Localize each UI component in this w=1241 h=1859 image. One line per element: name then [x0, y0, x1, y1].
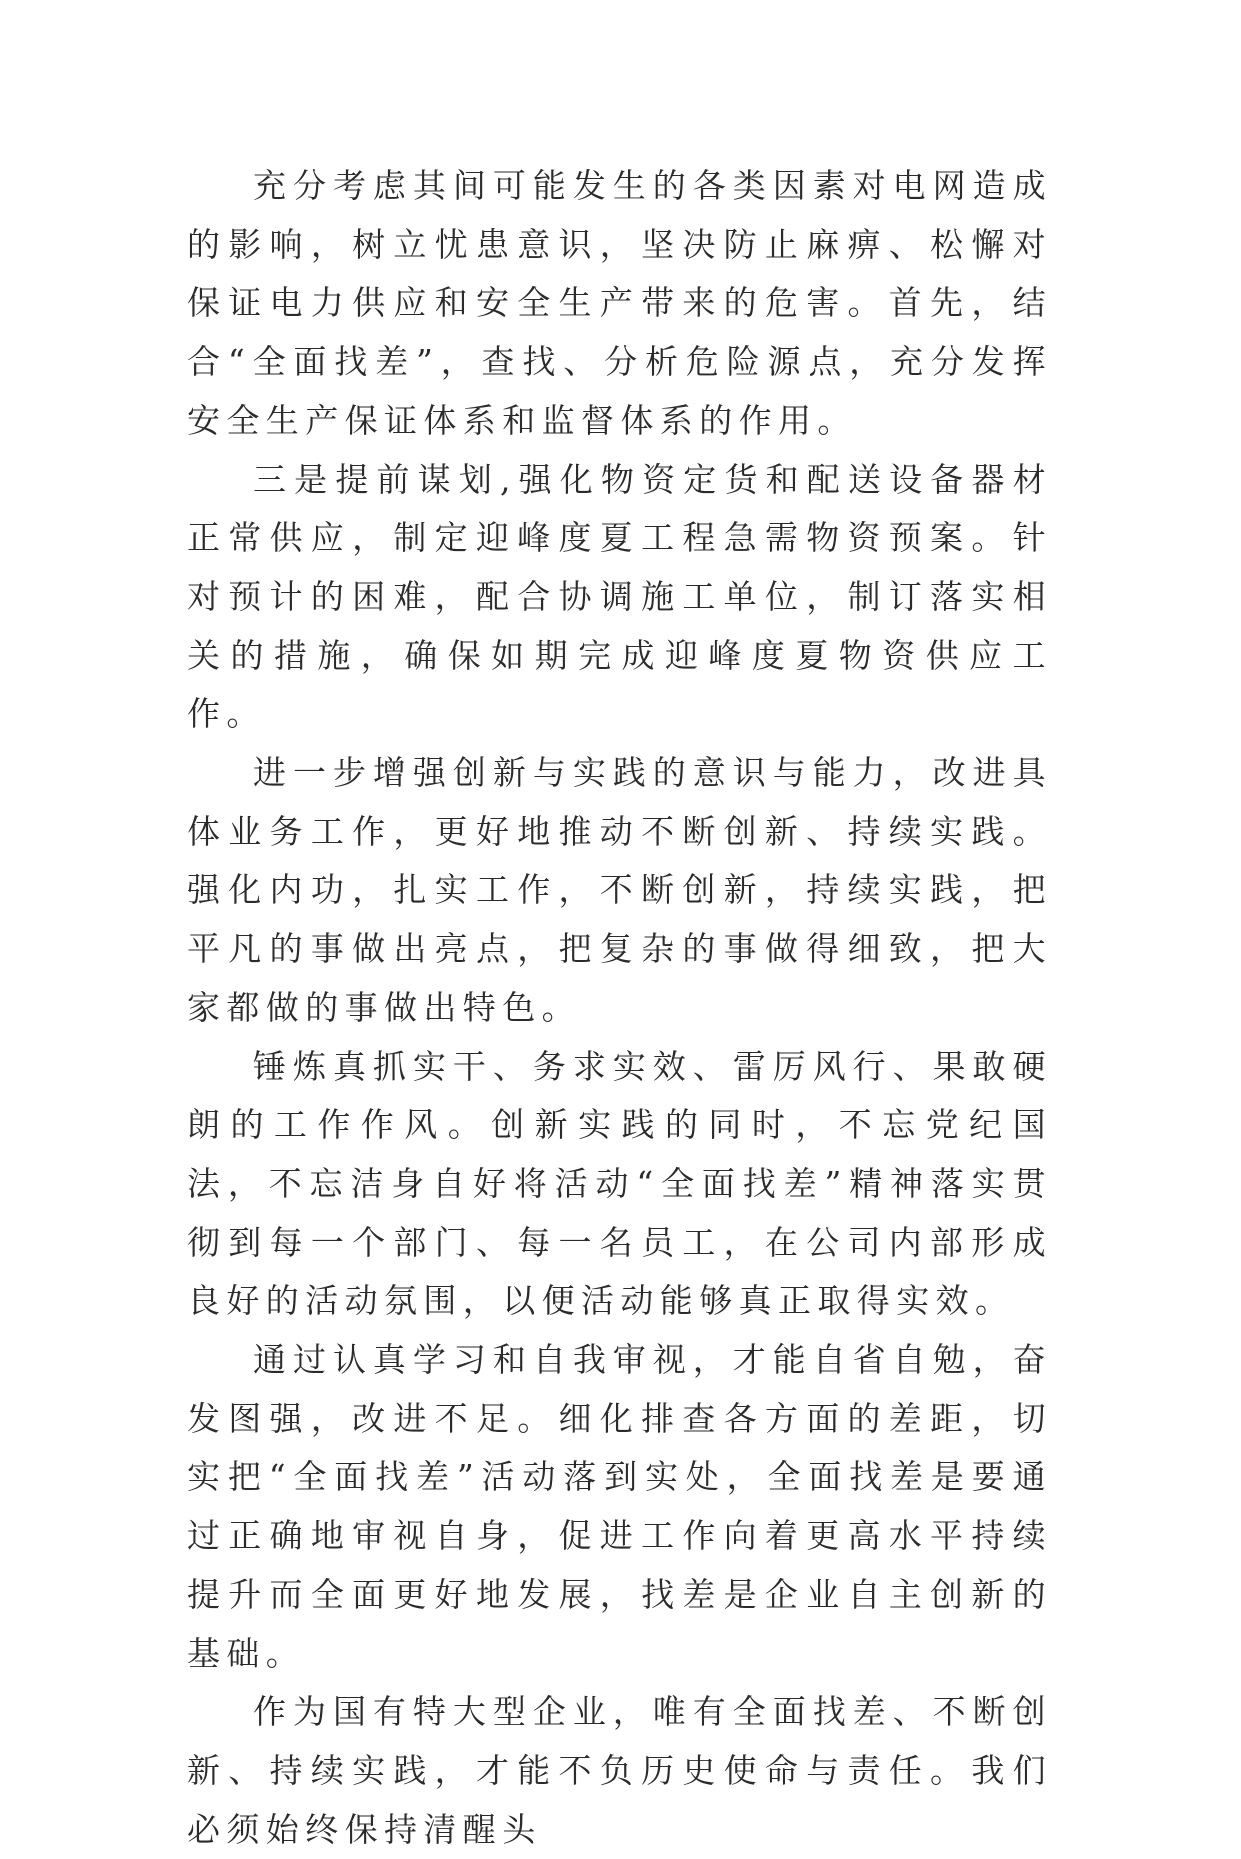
paragraph: 充分考虑其间可能发生的各类因素对电网造成的影响，树立忧患意识，坚决防止麻痹、松懈对保证电力供应和安全生产带来的危害。首先，结合“全面找差”，查找、分析危险源点，充分发挥安全生产保证体系和监督体系的作用。	[187, 166, 1052, 440]
paragraph: 作为国有特大型企业，唯有全面找差、不断创新、持续实践，才能不负历史使命与责任。我们必须始终保持清醒头	[187, 1692, 1052, 1849]
document-body	[187, 157, 1052, 1859]
paragraph: 三是提前谋划,强化物资定货和配送设备器材正常供应，制定迎峰度夏工程急需物资预案。针对预计的困难，配合协调施工单位，制订落实相关的措施，确保如期完成迎峰度夏物资供应工作。	[187, 459, 1052, 734]
paragraph: 通过认真学习和自我审视，才能自省自勉，奋发图强，改进不足。细化排查各方面的差距，切实把“全面找差”活动落到实处，全面找差是要通过正确地审视自身，促进工作向着更高水平持续提升而全面更好地发展，找差是企业自主创新的基础。	[187, 1340, 1052, 1673]
paragraph: 锤炼真抓实干、务求实效、雷厉风行、果敢硬朗的工作作风。创新实践的同时，不忘党纪国法，不忘洁身自好将活动“全面找差”精神落实贯彻到每一个部门、每一名员工，在公司内部形成良好的活动氛围，以便活动能够真正取得实效。	[187, 1046, 1052, 1321]
paragraph: 进一步增强创新与实践的意识与能力，改进具体业务工作，更好地推动不断创新、持续实践。强化内功，扎实工作，不断创新，持续实践，把平凡的事做出亮点，把复杂的事做得细致，把大家都做的事做出特色。	[187, 753, 1052, 1027]
